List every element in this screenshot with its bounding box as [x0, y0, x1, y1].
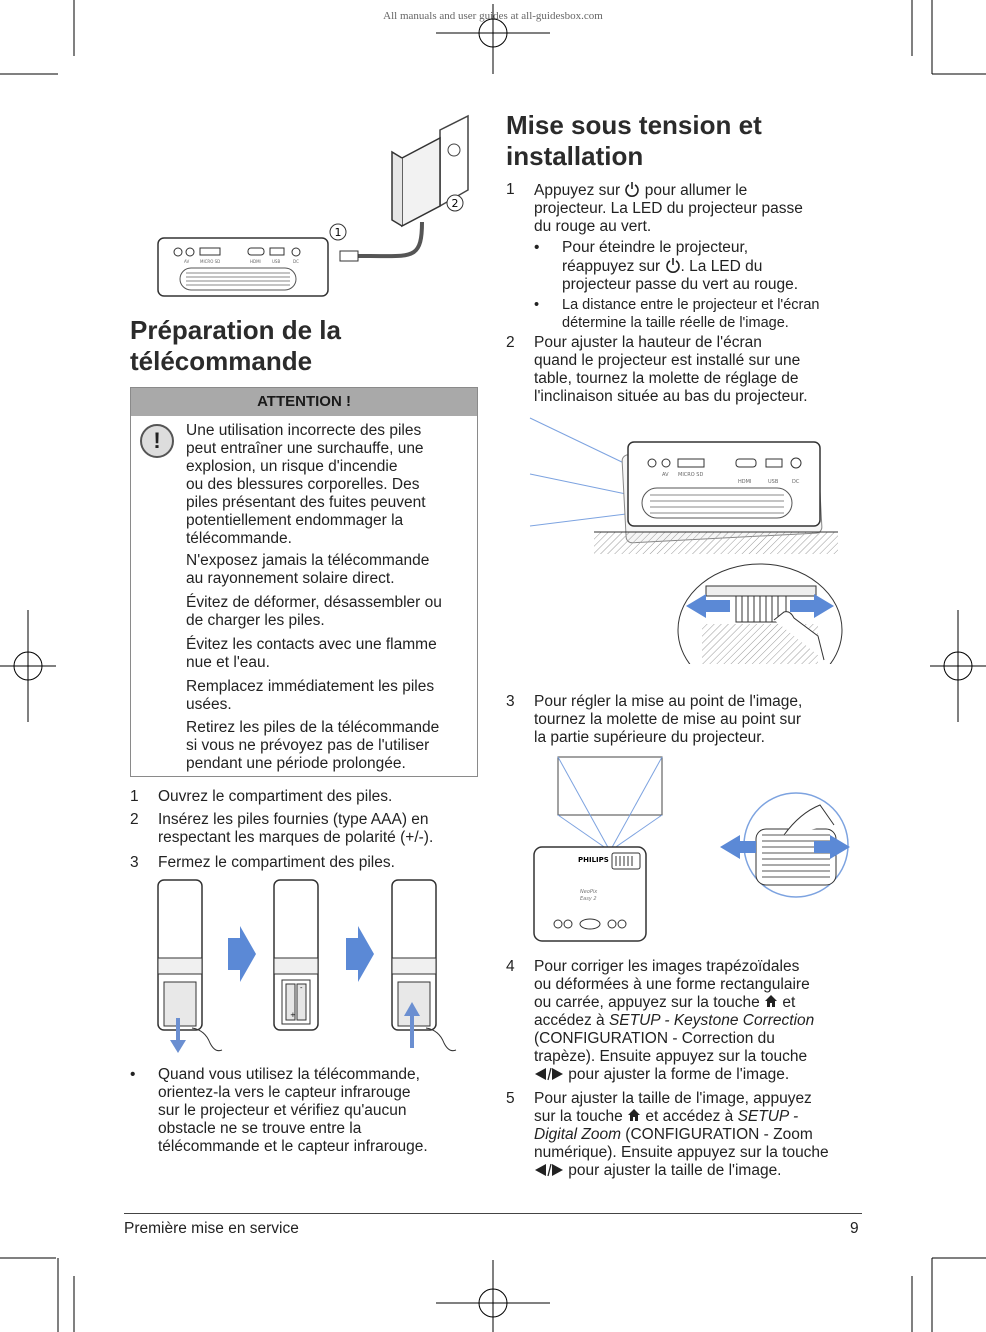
list-item: 1 Appuyez sur pour allumer le projecteur. La LED du projecteur passe du rouge au vert.: [506, 181, 803, 235]
list-item: 2 Pour ajuster la hauteur de l'écran quand le projecteur est installé sur une table, tournez la molette de réglage de l'inclinaison située au bas du projecteur.: [506, 334, 808, 405]
footer-section-title: Première mise en service: [124, 1220, 299, 1237]
warning-paragraph: Remplacez immédiatement les piles usées.: [186, 678, 435, 713]
svg-text:HDMI: HDMI: [250, 259, 261, 264]
svg-text:USB: USB: [768, 479, 779, 485]
warning-paragraph: Une utilisation incorrecte des piles peut entraîner une surchauffe, une explosion, un risque d'incendie ou des blessures corporelles. Des piles présentant des fuites peuvent potentiellement endommager la télécommande.: [186, 422, 426, 547]
svg-text:MICRO SD: MICRO SD: [678, 472, 704, 478]
section-title-power: Mise sous tension et installation: [506, 110, 762, 171]
svg-text:PHILIPS: PHILIPS: [578, 856, 609, 864]
list-item: • La distance entre le projecteur et l'écran détermine la taille réelle de l'image.: [534, 297, 820, 331]
tilt-adjust-illustration: [528, 414, 848, 664]
focus-adjust-illustration: [530, 755, 852, 947]
home-icon: [627, 1108, 641, 1122]
svg-text:+: +: [290, 1011, 296, 1019]
warning-paragraph: Évitez les contacts avec une flamme nue et l'eau.: [186, 636, 437, 671]
svg-text:DC: DC: [792, 479, 800, 485]
warning-paragraph: Évitez de déformer, désassembler ou de charger les piles.: [186, 594, 442, 629]
list-item: 3 Fermez le compartiment des piles.: [130, 854, 395, 871]
left-right-arrow-icon: [534, 1067, 564, 1081]
power-icon: [624, 181, 640, 197]
home-icon: [764, 994, 778, 1008]
projector-power-illustration: [150, 110, 480, 302]
warning-header: ATTENTION !: [131, 388, 477, 416]
list-item: • Quand vous utilisez la télécommande, orientez-la vers le capteur infrarouge sur le projecteur et vérifiez qu'aucun obstacle ne se trouve entre la télécommande et le capteur infrarouge.: [130, 1066, 428, 1155]
svg-text:DC: DC: [293, 259, 299, 264]
list-item: 3 Pour régler la mise au point de l'image, tournez la molette de mise au point sur la partie supérieure du projecteur.: [506, 693, 803, 746]
svg-text:1: 1: [334, 226, 342, 239]
list-item: 4 Pour corriger les images trapézoïdales ou déformées à une forme rectangulaire ou carrée, appuyez sur la touche et accédez à SETUP - Keystone Correction (CONFIGURATION - Correction du trapèze). Ensuite appuyez sur la touche pour ajuster la forme de l'image.: [506, 958, 815, 1083]
list-item: 1 Ouvrez le compartiment des piles.: [130, 788, 393, 805]
exclamation-icon: !: [140, 424, 174, 458]
list-item: • Pour éteindre le projecteur, réappuyez sur . La LED du projecteur passe du vert au rouge.: [534, 239, 799, 293]
svg-text:HDMI: HDMI: [738, 479, 752, 485]
footer-divider: [124, 1213, 862, 1214]
svg-text:Easy 2: Easy 2: [580, 896, 597, 902]
warning-paragraph: N'exposez jamais la télécommande au rayonnement solaire direct.: [186, 552, 430, 587]
section-title-remote: Préparation de la télécommande: [130, 315, 341, 376]
warning-paragraph: Retirez les piles de la télécommande si vous ne prévoyez pas de l'utiliser pendant une période prolongée.: [186, 719, 440, 772]
svg-text:2: 2: [451, 197, 459, 210]
warning-box: [130, 387, 478, 777]
svg-text:USB: USB: [272, 259, 281, 264]
page-number: 9: [850, 1220, 859, 1237]
svg-text:AV: AV: [184, 259, 190, 264]
svg-text:MICRO SD: MICRO SD: [200, 259, 221, 264]
watermark: All manuals and user guides at all-guidesbox.com: [383, 10, 603, 22]
remote-battery-illustration: [150, 878, 470, 1058]
svg-text:NeoPix: NeoPix: [580, 889, 598, 895]
left-right-arrow-icon: [534, 1163, 564, 1177]
svg-text:AV: AV: [662, 472, 669, 478]
power-icon: [665, 257, 681, 273]
list-item: 2 Insérez les piles fournies (type AAA) en respectant les marques de polarité (+/-).: [130, 811, 434, 846]
svg-text:-: -: [300, 984, 303, 992]
list-item: 5 Pour ajuster la taille de l'image, appuyez sur la touche et accédez à SETUP - Digital Zoom (CONFIGURATION - Zoom numérique). Ensuite appuyez sur la touche pour ajuster la taille de l'image.: [506, 1090, 829, 1179]
